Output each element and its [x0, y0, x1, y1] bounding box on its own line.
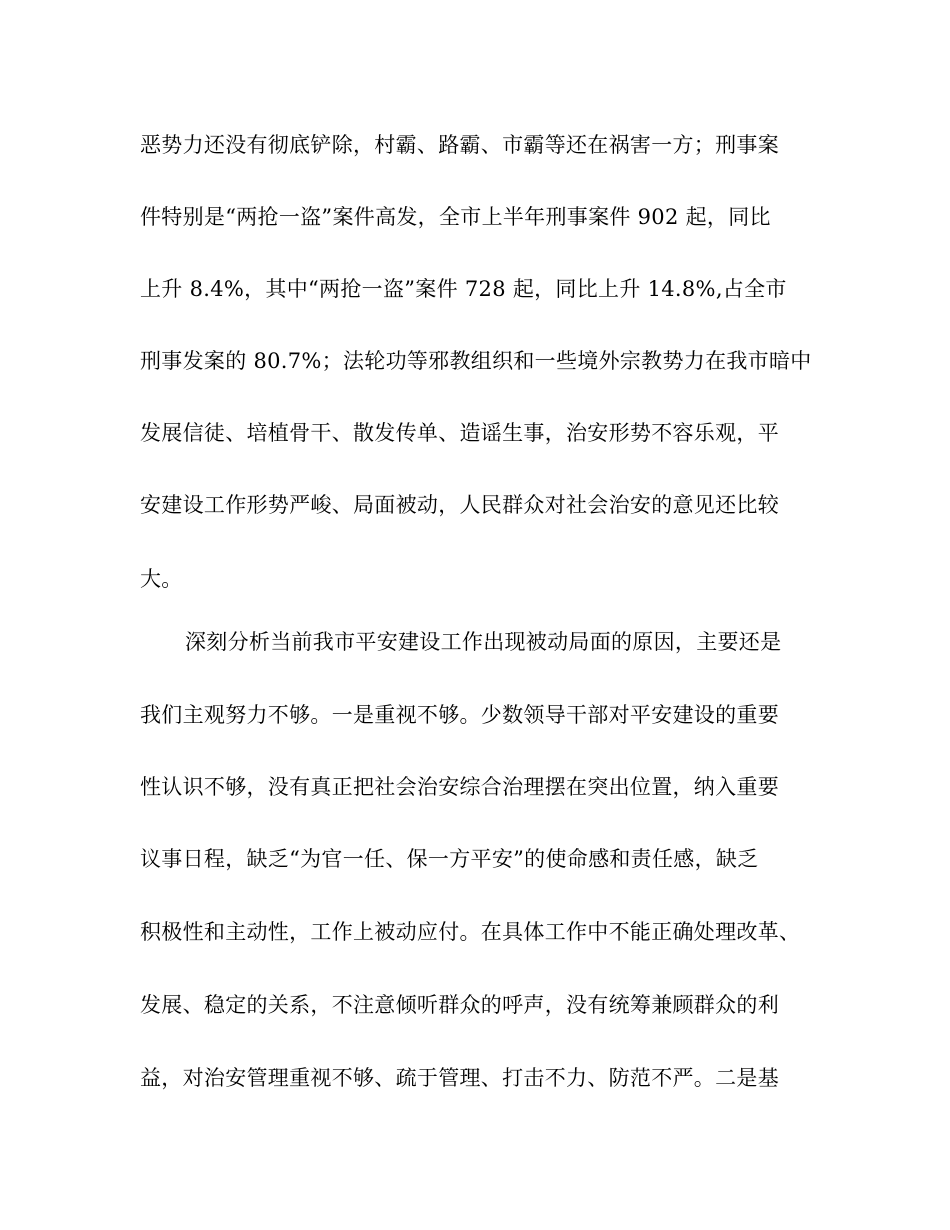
paragraph-2-line-7: 益，对治安管理重视不够、疏于管理、打击不力、防范不严。二是基 — [140, 1066, 779, 1090]
paragraph-1-line-1: 恶势力还没有彻底铲除，村霸、路霸、市霸等还在祸害一方；刑事案 — [140, 133, 779, 157]
paragraph-2-line-4: 议事日程，缺乏“为官一任、保一方平安”的使命感和责任感，缺乏 — [140, 847, 759, 871]
paragraph-1-line-6: 安建设工作形势严峻、局面被动，人民群众对社会治安的意见还比较 — [140, 493, 779, 517]
paragraph-1-line-4: 刑事发案的 80.7%；法轮功等邪教组织和一些境外宗教势力在我市暗中 — [140, 349, 812, 373]
paragraph-2-line-6: 发展、稳定的关系，不注意倾听群众的呼声，没有统筹兼顾群众的利 — [140, 993, 779, 1017]
paragraph-1-line-3: 上升 8.4%，其中“两抢一盗”案件 728 起，同比上升 14.8%,占全市 — [140, 277, 787, 301]
paragraph-1-line-5: 发展信徒、培植骨干、散发传单、造谣生事，治安形势不容乐观，平 — [140, 421, 779, 445]
paragraph-1-line-2: 件特别是“两抢一盗”案件高发，全市上半年刑事案件 902 起，同比 — [140, 205, 771, 229]
paragraph-1-line-7: 大。 — [140, 567, 183, 591]
paragraph-2-line-5: 积极性和主动性，工作上被动应付。在具体工作中不能正确处理改革、 — [140, 920, 801, 944]
paragraph-2-line-2: 我们主观努力不够。一是重视不够。少数领导干部对平安建设的重要 — [140, 703, 779, 727]
paragraph-2-line-3: 性认识不够，没有真正把社会治安综合治理摆在突出位置，纳入重要 — [140, 775, 779, 799]
paragraph-2-line-1: 深刻分析当前我市平安建设工作出现被动局面的原因，主要还是 — [185, 630, 782, 654]
